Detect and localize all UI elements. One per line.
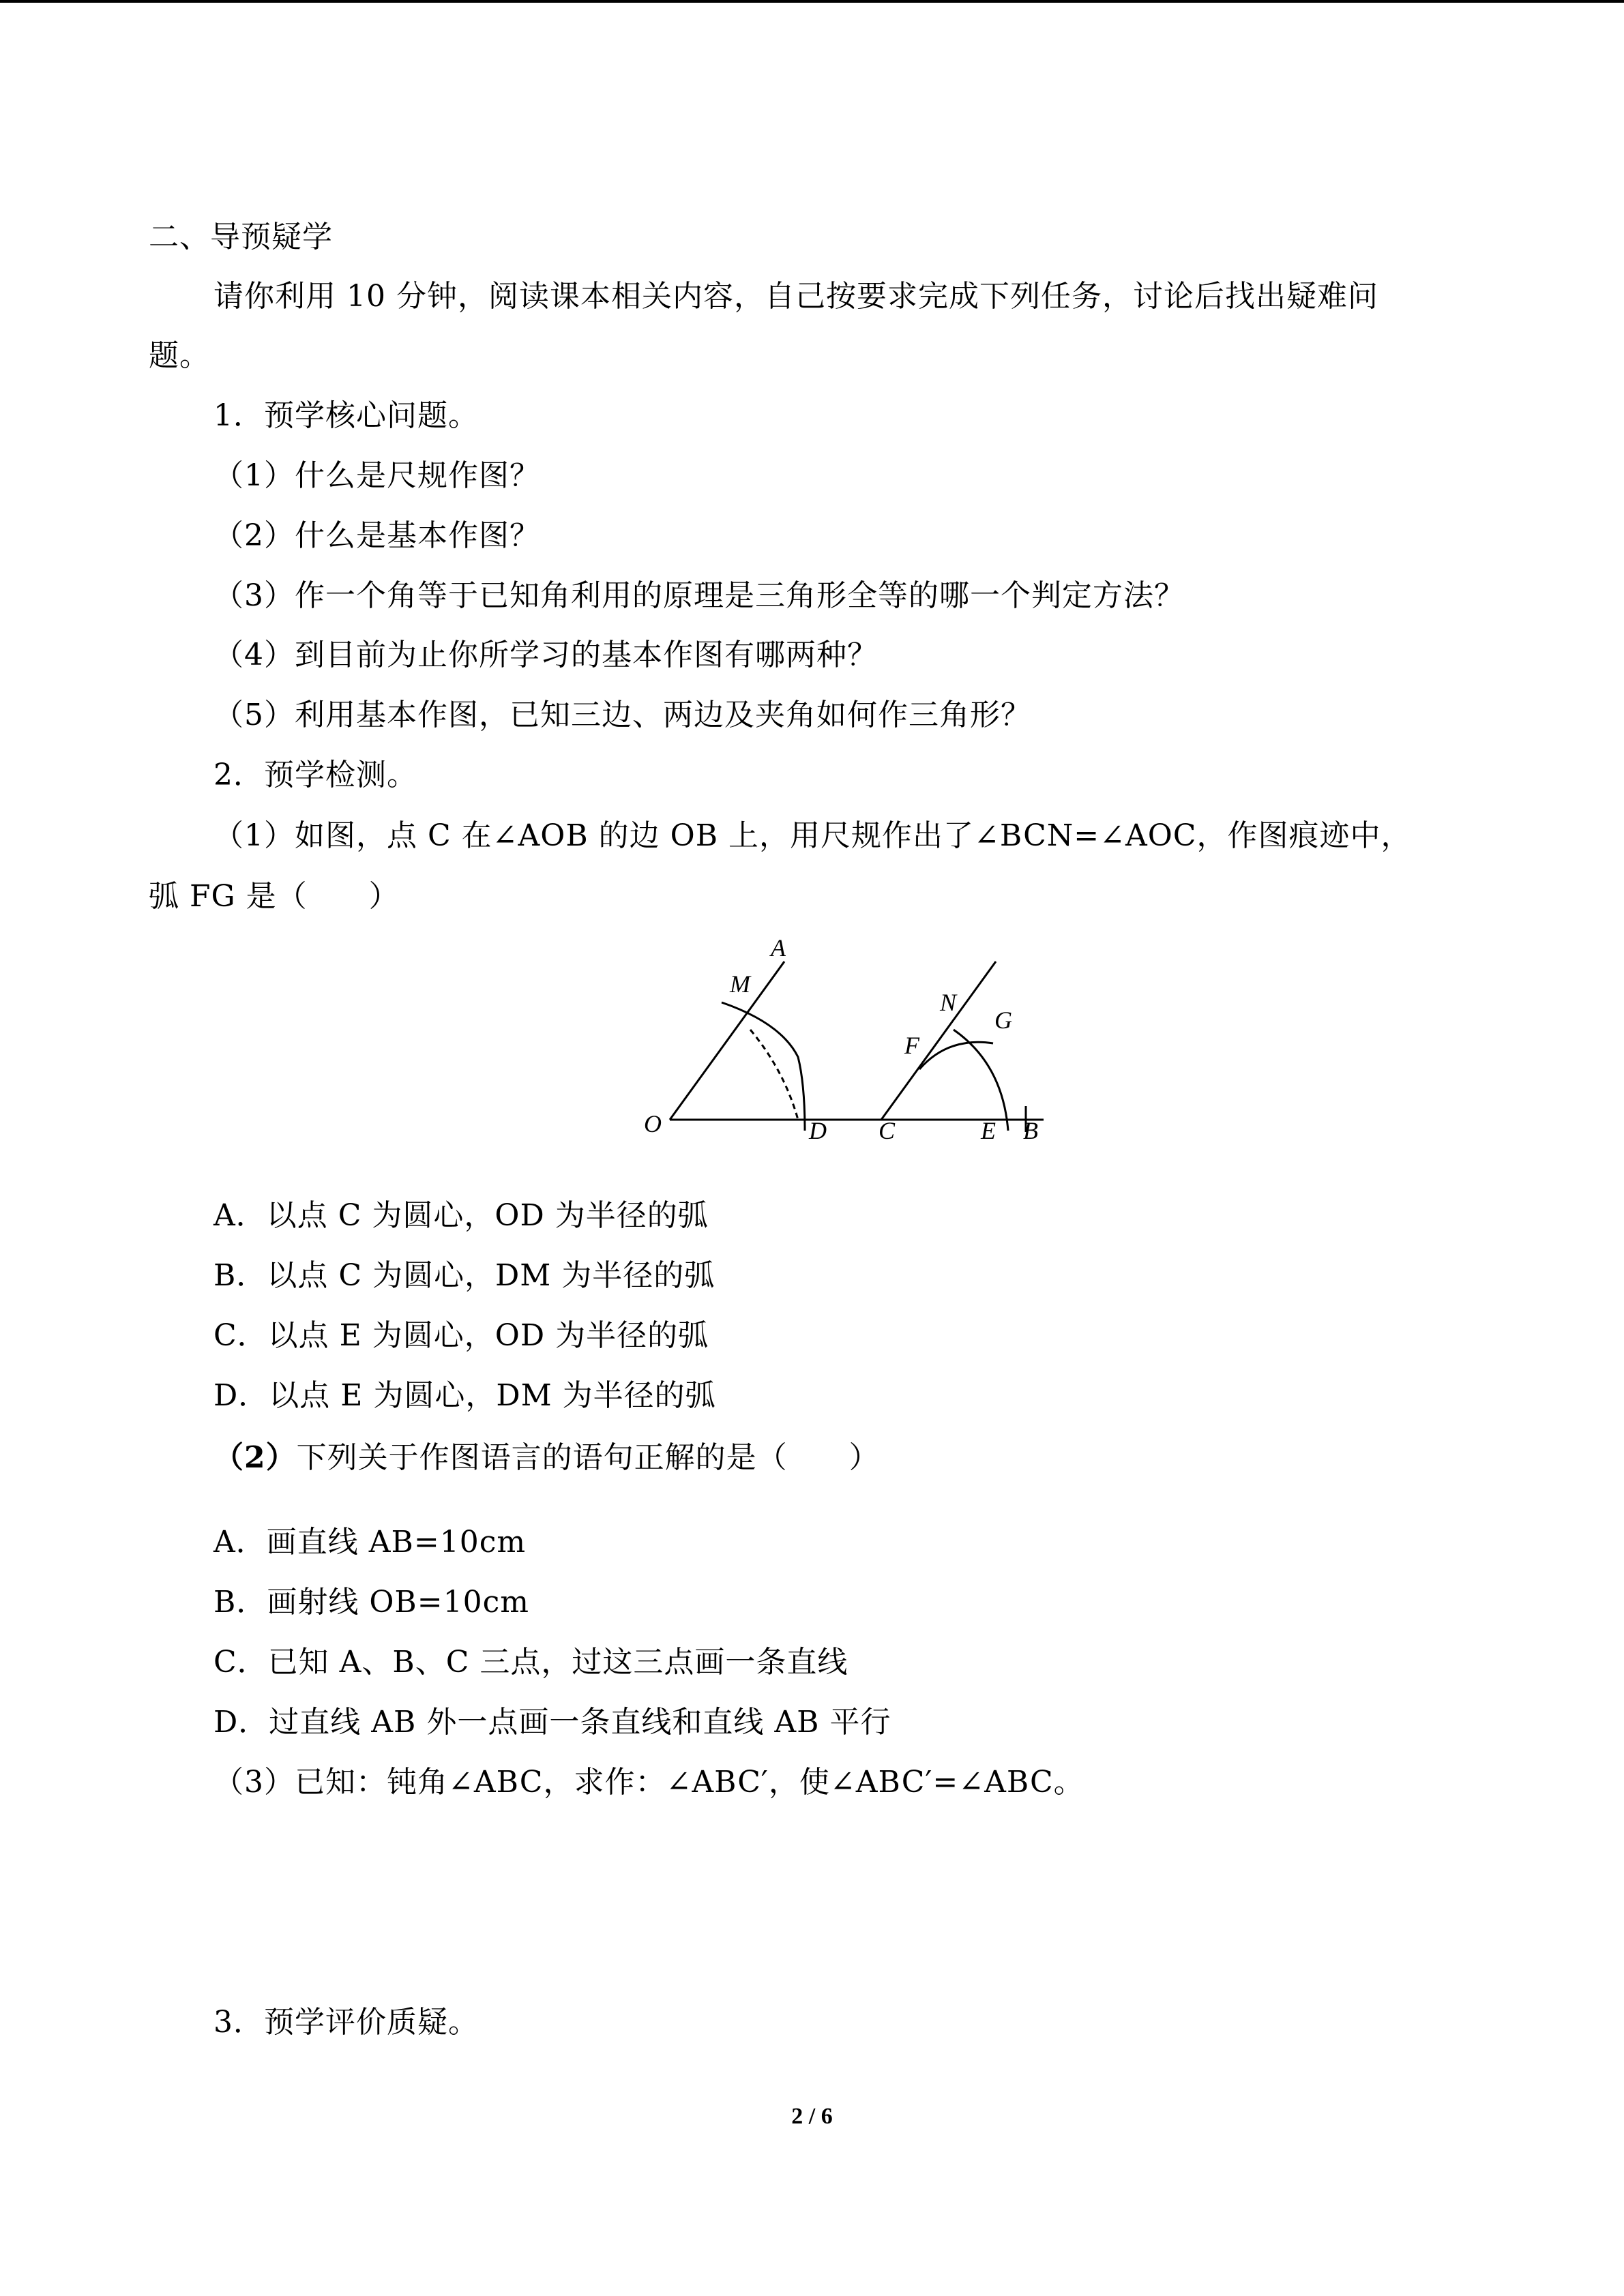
ray-oa [670,961,784,1120]
label-b: B [1023,1117,1038,1144]
label-n: N [940,989,957,1016]
q1-stem-line-2: 弧 FG 是（ ） [149,879,400,914]
label-o: O [644,1110,662,1137]
arc-md [722,1002,805,1131]
q2-stem [213,1437,880,1478]
label-d: D [809,1117,827,1144]
angle-construction-diagram [634,927,1057,1159]
label-g: G [994,1007,1012,1034]
part1-title: 1．预学核心问题。 [213,398,479,433]
part1-question-3: （3）作一个角等于已知角利用的原理是三角形全等的哪一个判定方法？ [213,578,1185,613]
top-border-line [0,0,1624,3]
label-c: C [879,1117,896,1144]
q1-option-d: D．以点 E 为圆心，DM 为半径的弧 [213,1378,716,1413]
chord-md-dashed [750,1030,798,1120]
q2-number: （2） [213,1440,297,1475]
q1-option-a: A．以点 C 为圆心，OD 为半径的弧 [213,1198,709,1233]
label-a: A [771,934,786,961]
part1-question-4: （4）到目前为止你所学习的基本作图有哪两种？ [213,638,878,672]
part3-title: 3．预学评价质疑。 [213,2005,479,2040]
part1-question-1: （1）什么是尺规作图？ [213,458,540,493]
label-m: M [730,970,750,998]
q2-option-b: B．画射线 OB=10cm [213,1585,529,1620]
label-e: E [981,1117,996,1144]
part1-question-2: （2）什么是基本作图？ [213,518,540,553]
q1-stem-line-1: （1）如图，点 C 在∠AOB 的边 OB 上，用尺规作出了∠BCN=∠AOC，作图痕迹中， [213,818,1412,853]
angle-construction-figure [634,927,1057,1159]
part2-title: 2．预学检测。 [213,758,417,792]
q1-option-b: B．以点 C 为圆心，DM 为半径的弧 [213,1258,715,1293]
q2-option-c: C．已知 A、B、C 三点，过这三点画一条直线 [213,1645,848,1680]
page-number: 2 / 6 [791,2104,833,2129]
intro-line-2: 题。 [149,338,210,373]
section-title: 二、导预疑学 [149,220,333,254]
label-f: F [904,1032,919,1059]
intro-line-1: 请你利用 10 分钟，阅读课本相关内容，自己按要求完成下列任务，讨论后找出疑难问 [213,279,1378,314]
q1-option-c: C．以点 E 为圆心，OD 为半径的弧 [213,1318,709,1353]
part1-question-5: （5）利用基本作图，已知三边、两边及夹角如何作三角形？ [213,698,1031,732]
q2-stem-text: 下列关于作图语言的语句正解的是（ ） [296,1440,880,1475]
q2-option-a: A．画直线 AB=10cm [213,1525,527,1560]
arc-e [954,1030,1008,1131]
ray-cn [881,961,996,1120]
q2-option-d: D．过直线 AB 外一点画一条直线和直线 AB 平行 [213,1705,891,1740]
q3-stem: （3）已知：钝角∠ABC，求作：∠ABC′，使∠ABC′=∠ABC。 [213,1765,1084,1800]
